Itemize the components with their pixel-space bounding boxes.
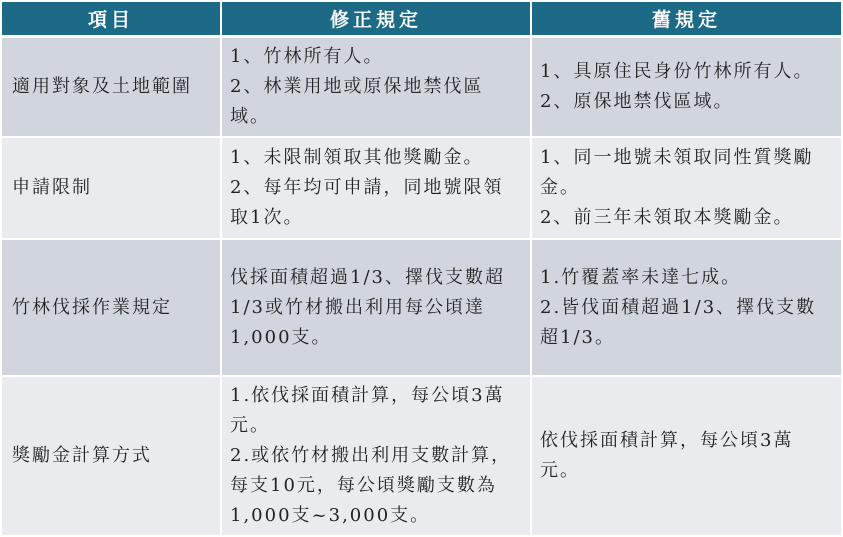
cell-line: 1.依伐採面積計算，每公頃3萬元。 bbox=[230, 385, 505, 436]
row-item-label: 申請限制 bbox=[2, 137, 221, 239]
header-item: 項目 bbox=[2, 2, 221, 37]
table-row bbox=[2, 376, 841, 536]
revised-cell bbox=[221, 137, 531, 239]
header-old: 舊規定 bbox=[531, 2, 841, 37]
revised-cell bbox=[221, 37, 531, 138]
cell-line: 2、林業用地或原保地禁伐區域。 bbox=[230, 76, 484, 127]
revised-cell bbox=[221, 376, 531, 536]
old-cell bbox=[531, 376, 841, 536]
cell-line: 2、原保地禁伐區域。 bbox=[540, 91, 734, 112]
cell-line: 伐採面積超過1/3、擇伐支數超1/3或竹材搬出利用每公頃達1,000支。 bbox=[230, 266, 505, 348]
table-row bbox=[2, 239, 841, 376]
cell-line: 1、未限制領取其他獎勵金。 bbox=[230, 147, 484, 168]
table-row bbox=[2, 137, 841, 239]
header-row bbox=[2, 2, 841, 37]
table-row bbox=[2, 37, 841, 138]
cell-line: 1.竹覆蓋率未達七成。 bbox=[540, 266, 742, 288]
cell-line: 2.皆伐面積超過1/3、擇伐支數超1/3。 bbox=[540, 296, 817, 348]
row-item-label: 竹林伐採作業規定 bbox=[2, 239, 221, 376]
cell-line: 2.或依竹材搬出利用支數計算，每支10元，每公頃獎勵支數為1,000支~3,000支。 bbox=[230, 445, 512, 526]
cell-line: 1、具原住民身份竹林所有人。 bbox=[540, 61, 814, 82]
cell-line: 依伐採面積計算，每公頃3萬元。 bbox=[540, 430, 794, 481]
old-cell bbox=[531, 37, 841, 138]
old-cell bbox=[531, 137, 841, 239]
row-item-label: 獎勵金計算方式 bbox=[2, 376, 221, 536]
comparison-table bbox=[2, 2, 841, 537]
old-cell bbox=[531, 239, 841, 376]
header-revised: 修正規定 bbox=[221, 2, 531, 37]
cell-line: 1、竹林所有人。 bbox=[230, 46, 384, 67]
row-item-label: 適用對象及土地範圍 bbox=[2, 37, 221, 138]
cell-line: 2、每年均可申請，同地號限領取1次。 bbox=[230, 177, 504, 228]
cell-line: 1、同一地號未領取同性質獎勵金。 bbox=[540, 147, 814, 198]
revised-cell bbox=[221, 239, 531, 376]
cell-line: 2、前三年未領取本獎勵金。 bbox=[540, 207, 794, 228]
